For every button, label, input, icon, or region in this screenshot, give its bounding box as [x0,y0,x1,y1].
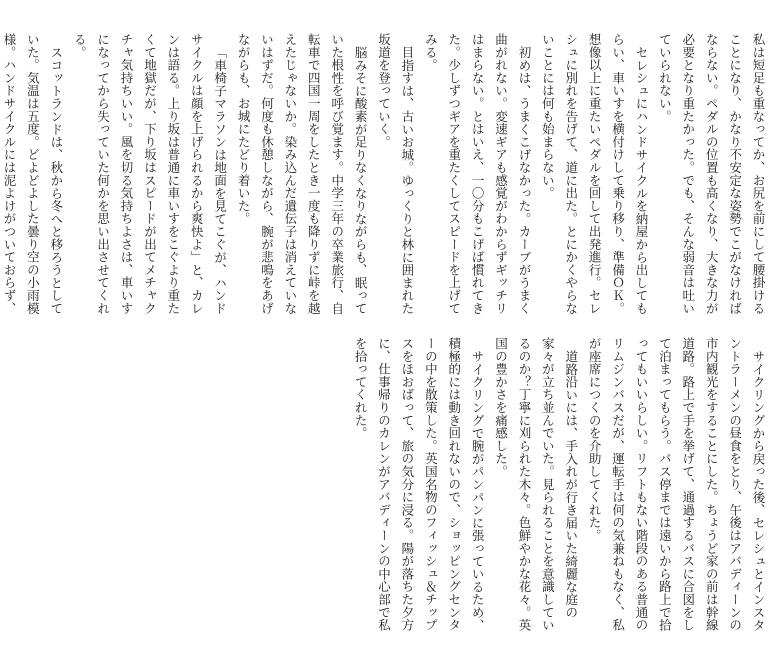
paragraph: サイクリングから戻った後、セレシュとインスタントラーメンの昼食をとり、午後はアバディーンの市内観光をすることにした。ちょうど家の前は幹線道路。路上で手を挙げて、通過するバスに合図をして泊まってもらう。バス停までは遠いから路上で拾ってもいいらしい。リフトもない階段のある普通のリムジンバスだが、運転手は何の気兼ねもなく、私が座席につくのを介助してくれた。 [587,337,766,632]
paragraph: 目指すは、古いお城。ゆっくりと林に囲まれた坂道を登っていく。 [376,33,415,315]
paragraph: 道路沿いには、手入れが行き届いた綺麗な庭の家々が立ち並んでいた。見られることを意識しているのか？丁寧に刈られた木々。色鮮やかな花々。英国の豊かさを痛感した。 [493,337,579,632]
top-text-block [2,33,770,319]
paragraph: サイクリングで腕がパンパンに張っているため、積極的には動き回れないので、ショッピングセンターの中を散策した。英国名物のフィッシュ＆チップスをほおばって、旅の気分に浸る。陽が落ちた夕方に、仕事帰りのカレンがアバディーンの中心部で私を拾ってくれた。 [353,337,486,632]
bottom-text-block [30,337,770,635]
paragraph: 私は短足も重なってか、お尻を前にして腰掛けることになり、かなり不安定な姿勢でこがなければならない。ペダルの位置も高くなり、大きな力が必要となり重たかった。でも、そんな弱音は吐いていられない。 [657,33,766,315]
paragraph: 「車椅子マラソンは地面を見てこぐが、ハンドサイクルは顔を上げられるから爽快よ」と、カレンは語る。上り坂は普通に車いすをこぐより重たくて地獄だが、下り坂はスピードが出てメチャクチャ気持ちいい。風を切る気持ちよさは、車いすになってから失っていた何かを思い出させてくれる。 [72,33,228,315]
paragraph: 脳みそに酸素が足りなくなりながらも、眠っていた根性を呼び覚ます。中学三年の卒業旅行、自転車で四国一周をしたとき一度も降りずに峠を越えたじゃないか。染み込んだ遺伝子は消えていないはずだ。何度も休憩しながら、腕が悲鳴をあげながらも、お城にたどり着いた。 [236,33,369,315]
paragraph: 初めは、うまくこげなかった。カーブがうまく曲がれない。変速ギアも感覚がわからずギッチリはまらない。とはいえ、一〇分もこげば慣れてきた。少しずつギアを重たくしてスピードを上げてみる。 [423,33,532,315]
paragraph: セレシュにハンドサイクルを納屋から出してもらい、車いすを横付けして乗り移り、準備ＯＫ。想像以上に重たいペダルを回して出発進行。セレシュに別れを告げて、道に出た。とにかくやらないことには何も始まらない。 [540,33,649,315]
paragraph: スコットランドは、秋から冬へと移ろうとしていた。気温は五度。どよどよした曇り空の小雨模様。ハンドサイクルには泥よけがついておらず、 [2,33,64,315]
